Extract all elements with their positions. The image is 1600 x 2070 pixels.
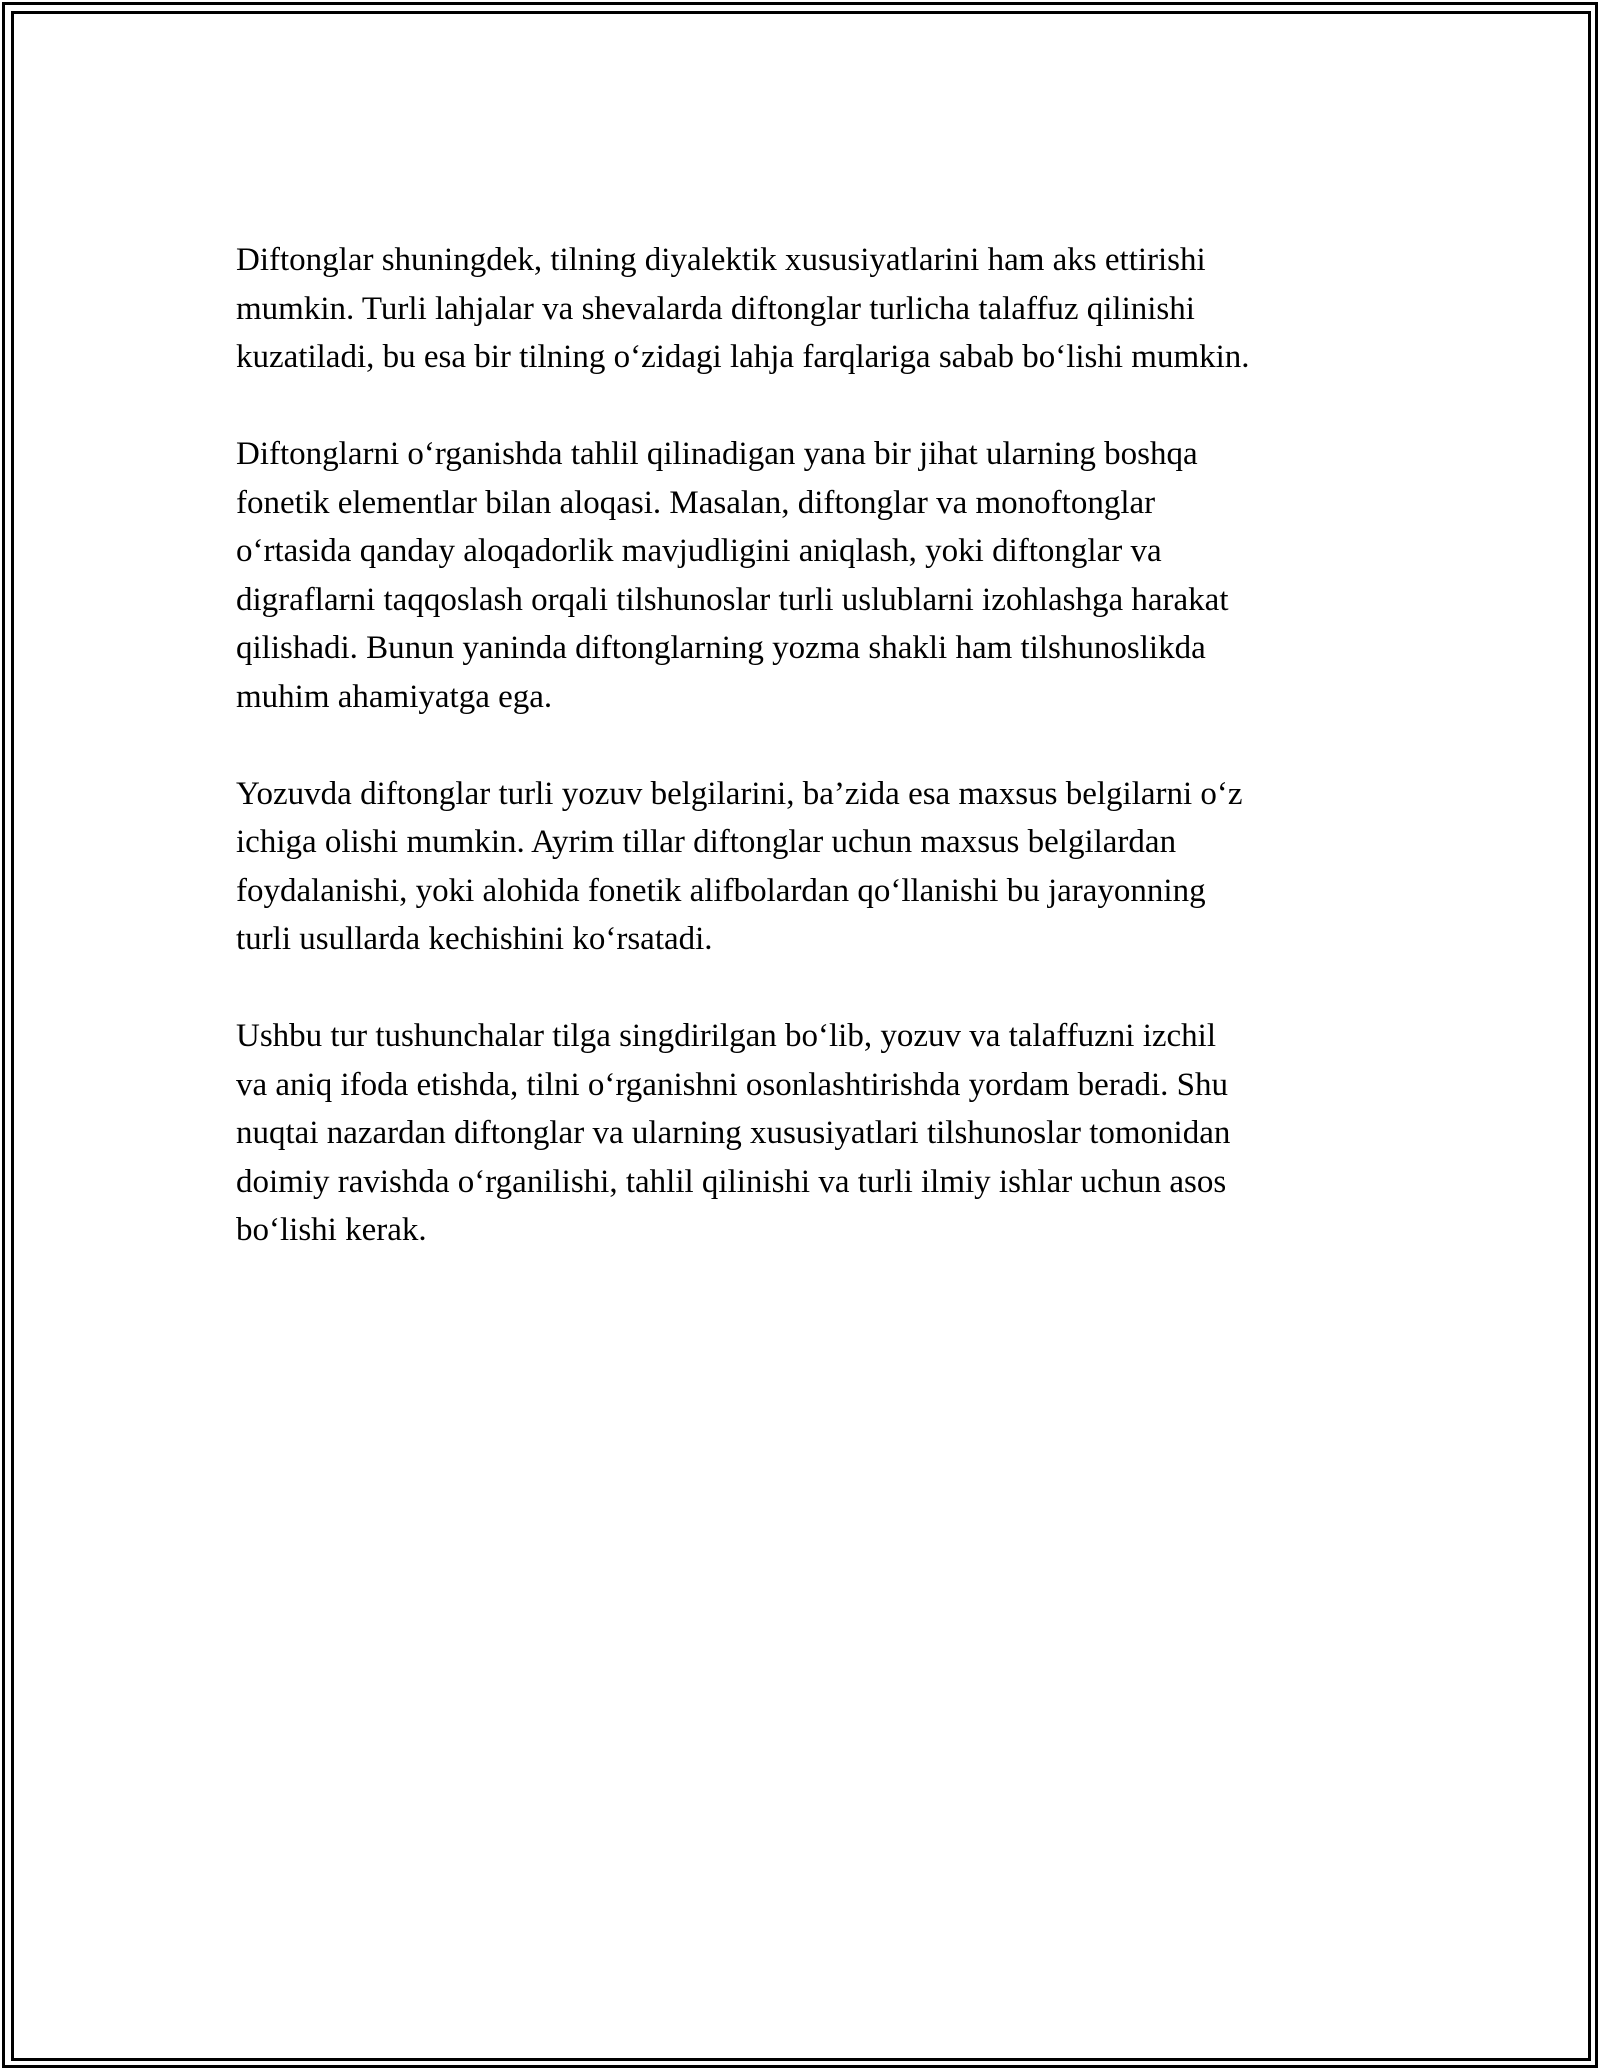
- paragraph-4: [236, 1012, 1364, 1255]
- paragraph-3: [236, 770, 1364, 964]
- paragraph-1: [236, 236, 1364, 382]
- text-line: va aniq ifoda etishda, tilni o‘rganishni osonlashtirishda yordam beradi. Shu: [236, 1066, 1228, 1103]
- text-line: nuqtai nazardan diftonglar va ularning xususiyatlari tilshunoslar tomonidan: [236, 1115, 1231, 1151]
- text-line: mumkin. Turli lahjalar va shevalarda diftonglar turlicha talaffuz qilinishi: [236, 290, 1195, 327]
- text-line: Ushbu tur tushunchalar tilga singdirilgan bo‘lib, yozuv va talaffuzni izchil: [236, 1018, 1216, 1054]
- text-line: Diftonglar shuningdek, tilning diyalektik xususiyatlarini ham aks ettirishi: [236, 242, 1206, 278]
- text-line: muhim ahamiyatga ega.: [236, 678, 553, 715]
- text-line: Diftonglarni o‘rganishda tahlil qilinadigan yana bir jihat ularning boshqa: [236, 436, 1198, 472]
- text-line: doimiy ravishda o‘rganilishi, tahlil qilinishi va turli ilmiy ishlar uchun asos: [236, 1163, 1227, 1200]
- text-line: ichiga olishi mumkin. Ayrim tillar diftonglar uchun maxsus belgilardan: [236, 824, 1177, 860]
- text-line: bo‘lishi kerak.: [236, 1212, 427, 1248]
- document-body: [236, 236, 1364, 1303]
- text-line: o‘rtasida qanday aloqadorlik mavjudligini aniqlash, yoki diftonglar va: [236, 533, 1162, 569]
- text-line: digraflarni taqqoslash orqali tilshunoslar turli uslublarni izohlashga harakat: [236, 581, 1229, 618]
- text-line: qilishadi. Bunun yaninda diftonglarning yozma shakli ham tilshunoslikda: [236, 630, 1206, 666]
- text-line: fonetik elementlar bilan aloqasi. Masalan, diftonglar va monoftonglar: [236, 484, 1156, 521]
- text-line: kuzatiladi, bu esa bir tilning o‘zidagi lahja farqlariga sabab bo‘lishi mumkin.: [236, 339, 1250, 375]
- text-line: Yozuvda diftonglar turli yozuv belgilarini, ba’zida esa maxsus belgilarni o‘z: [236, 775, 1243, 812]
- paragraph-2: [236, 430, 1364, 721]
- text-line: foydalanishi, yoki alohida fonetik alifbolardan qo‘llanishi bu jarayonning: [236, 872, 1206, 909]
- text-line: turli usullarda kechishini ko‘rsatadi.: [236, 921, 713, 957]
